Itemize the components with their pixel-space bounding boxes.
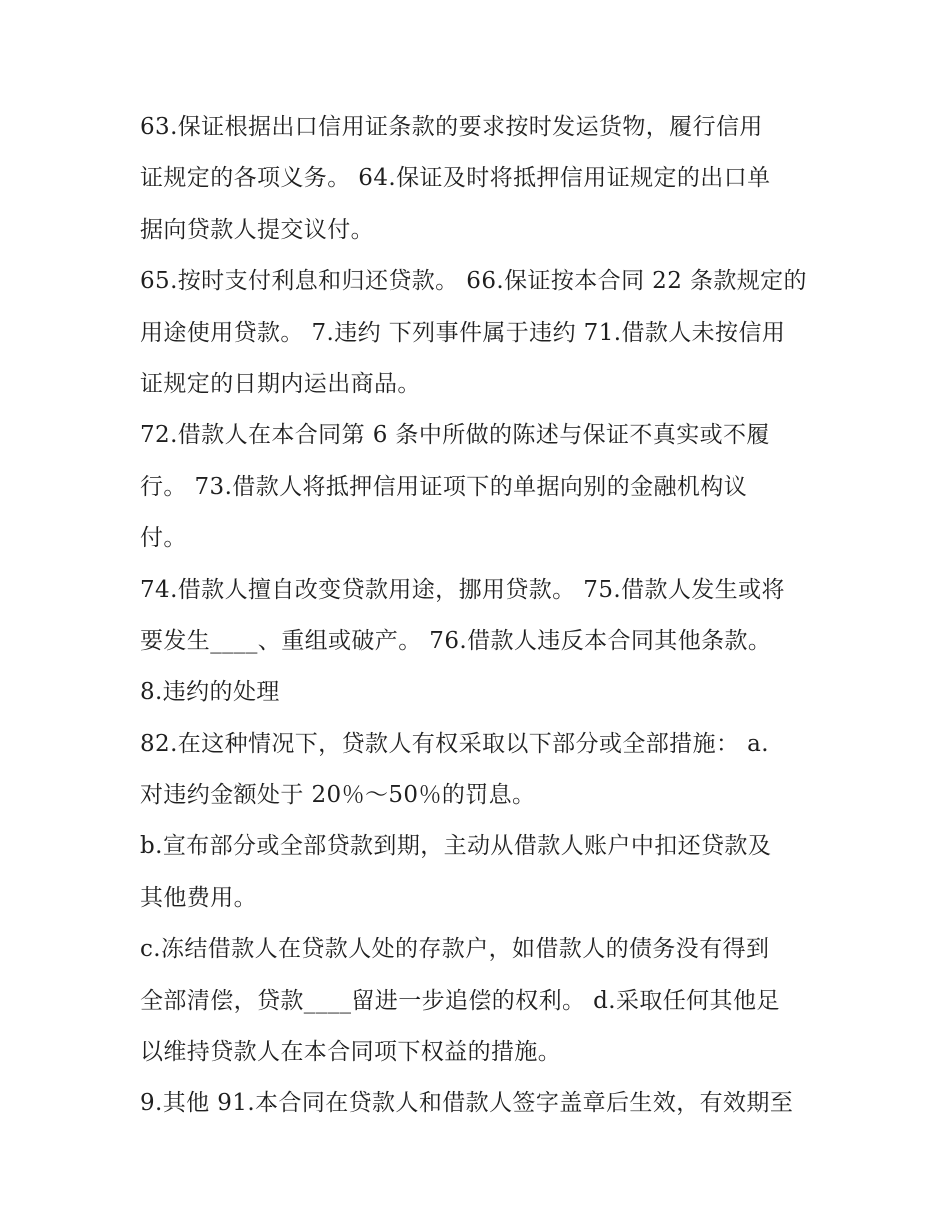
text-line: 要发生____、重组或破产。 76.借款人违反本合同其他条款。 <box>140 627 772 654</box>
text-line: 63.保证根据出口信用证条款的要求按时发运货物，履行信用 <box>140 114 763 140</box>
text-line: 72.借款人在本合同第 6 条中所做的陈述与保证不真实或不履 <box>140 422 770 449</box>
text-line: 证规定的日期内运出商品。 <box>140 370 421 397</box>
text-line: 用途使用贷款。 7.违约 下列事件属于违约 71.借款人未按信用 <box>140 319 786 346</box>
section-heading: 8.违约的处理 <box>140 679 280 706</box>
text-line: 9.其他 91.本合同在贷款人和借款人签字盖章后生效，有效期至 <box>140 1090 794 1117</box>
text-line: 全部清偿，贷款____留进一步追偿的权利。 d.采取任何其他足 <box>140 987 780 1014</box>
text-line: c.冻结借款人在贷款人处的存款户，如借款人的债务没有得到 <box>140 936 770 963</box>
text-line: 74.借款人擅自改变贷款用途，挪用贷款。 75.借款人发生或将 <box>140 576 785 603</box>
text-line: 65.按时支付利息和归还贷款。 66.保证按本合同 22 条款规定的 <box>140 268 807 295</box>
text-line: 其他费用。 <box>140 884 257 911</box>
text-line: 据向贷款人提交议付。 <box>140 216 374 243</box>
text-line: 证规定的各项义务。 64.保证及时将抵押信用证规定的出口单 <box>140 165 771 192</box>
text-line: 以维持贷款人在本合同项下权益的措施。 <box>140 1039 562 1066</box>
text-line: 行。 73.借款人将抵押信用证项下的单据向别的金融机构议 <box>140 473 748 500</box>
text-line: 付。 <box>140 525 187 552</box>
document-body <box>140 102 830 1130</box>
text-line: b.宣布部分或全部贷款到期，主动从借款人账户中扣还贷款及 <box>140 833 772 860</box>
text-line: 对违约金额处于 20％～50％的罚息。 <box>140 782 536 809</box>
text-line: 82.在这种情况下，贷款人有权采取以下部分或全部措施： a. <box>140 730 769 757</box>
